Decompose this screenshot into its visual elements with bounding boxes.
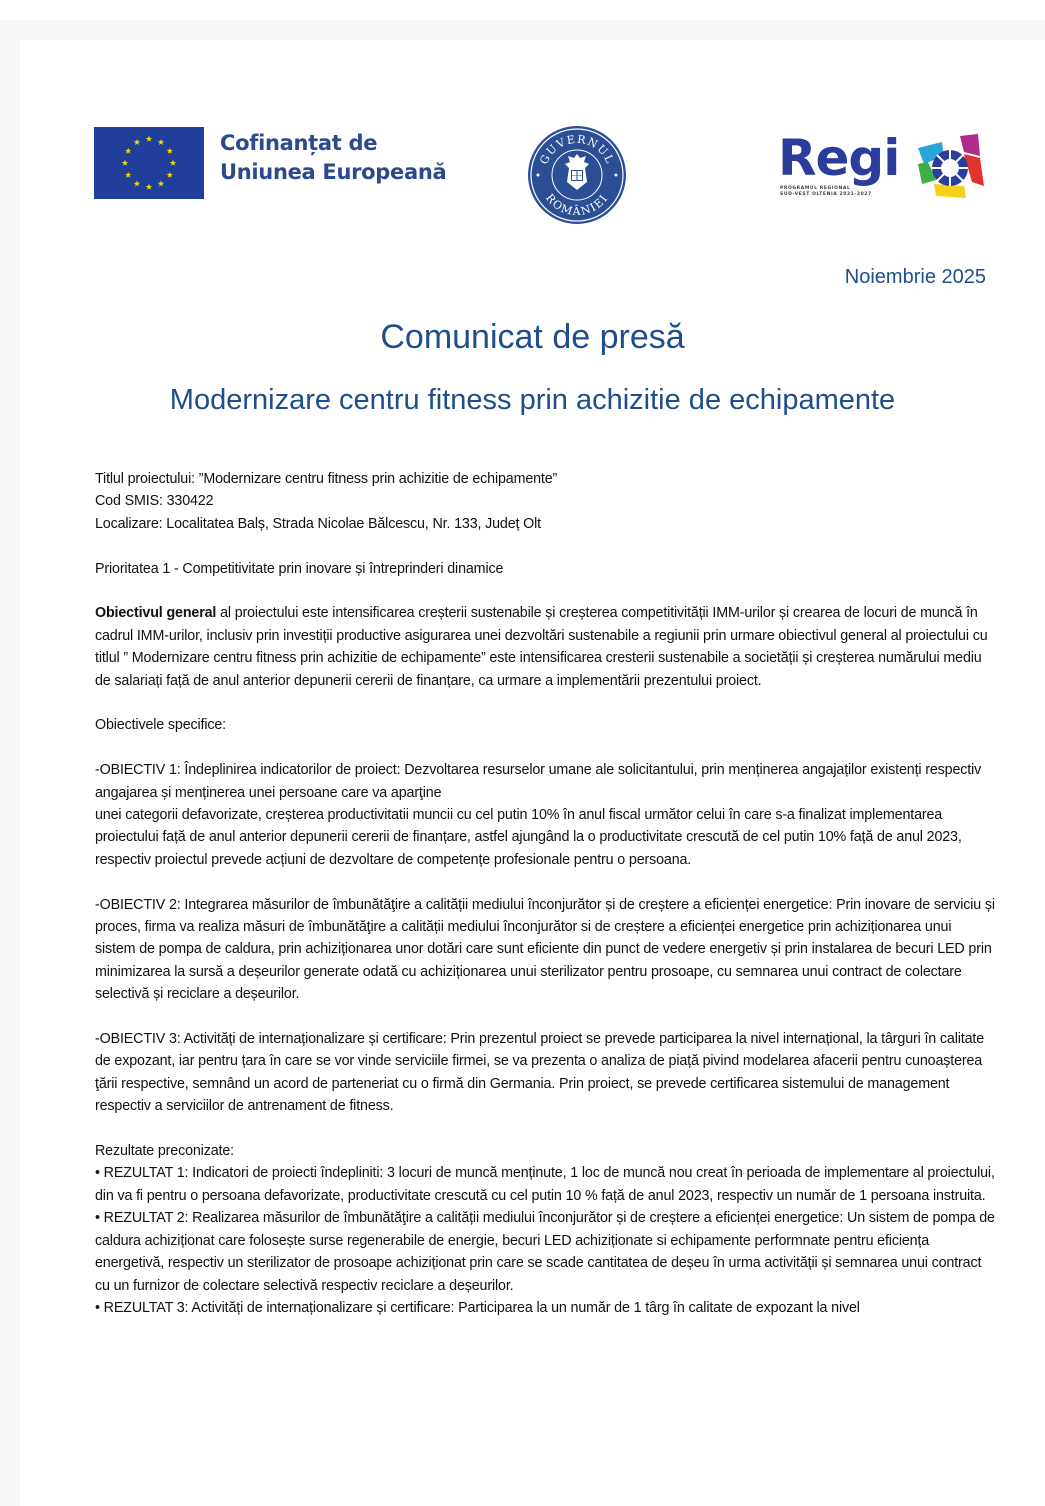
result-3: • REZULTAT 3: Activități de internaționalizare și certificare: Participarea la un număr de 1 târg în calitate de expozant la nivel — [95, 1299, 860, 1316]
document-body — [95, 468, 995, 1319]
eu-logo-line2: Uniunea Europeană — [220, 160, 447, 184]
seal-top-text: GUVERNUL — [537, 132, 617, 167]
eu-logo-line1: Cofinanțat de — [220, 131, 378, 155]
regio-program-logo — [776, 130, 990, 206]
smis-code-line: Cod SMIS: 330422 — [95, 493, 214, 510]
eu-star-icon — [158, 180, 164, 186]
regio-logo-line1: PROGRAMUL REGIONAL — [780, 186, 851, 191]
general-objective-paragraph — [95, 602, 995, 692]
priority-line: Prioritatea 1 - Competitivitate prin inovare și întreprinderi dinamice — [95, 560, 504, 577]
objective-3: -OBIECTIV 3: Activități de internaționalizare și certificare: Prin prezentul proiect se prevede participarea la nivel internațional, la târguri în calitate de expozant, iar pentru țara în care se vor vinde serviciile firmei, se va prezenta o analiza de piață pivind modelarea afacerii pentru cunoașterea ţării respective, semnând un acord de parteneriat cu o firmă din Germania. Prin proiect, se prevede certificarea sistemului de management respectiv a serviciilor de antrenament de fitness. — [95, 1031, 985, 1115]
objective-2: -OBIECTIV 2: Integrarea măsurilor de îmbunătăţire a calității mediului înconjurător și de creștere a eficienței energetice: Prin inovare de serviciu și proces, firma va realiza măsuri de îmbunătăţire a calității mediului înconjurător si de creștere a eficienței energetice prin achiziționarea unui sistem de pompa de caldura, prin achiziționarea unor dotări care sunt eficiente din punct de vedere energetiv și prin instalarea de becuri LED prin minimizarea la sursă a deșeurilor generate odată cu achiziționarea unui sterilizator pentru prosoape, cu semnarea unui contract de colectare selectivă și reciclare a deșeurilor. — [95, 896, 995, 1003]
location-line: Localizare: Localitatea Balș, Strada Nicolae Bălcescu, Nr. 133, Județ Olt — [95, 515, 541, 532]
regio-logo-subtitle — [780, 186, 872, 198]
eu-star-icon — [158, 139, 164, 145]
objective-1-line1: -OBIECTIV 1: Îndeplinirea indicatorilor de proiect: Dezvoltarea resurselor umane ale solicitantului, prin menținerea angajaților existenți respectiv angajarea și menținerea unei persoane care va aparţine — [95, 762, 982, 801]
eu-star-icon — [134, 180, 140, 186]
eu-star-icon — [170, 160, 176, 166]
eu-star-icon — [167, 172, 173, 178]
regio-color-mark-icon — [914, 134, 986, 200]
eu-star-icon — [167, 148, 173, 154]
romanian-government-seal-icon — [526, 124, 628, 226]
eu-star-icon — [122, 160, 128, 166]
document-page — [20, 40, 1045, 1506]
eu-star-icon — [125, 172, 131, 178]
specific-objectives-heading: Obiectivele specifice: — [95, 717, 226, 734]
page-title: Comunicat de presă — [380, 318, 685, 356]
eu-star-icon — [146, 184, 152, 190]
eu-flag-icon — [94, 127, 204, 199]
eu-star-icon — [125, 148, 131, 154]
eu-star-icon — [134, 139, 140, 145]
result-1: • REZULTAT 1: Indicatori de proiecti îndepliniti: 3 locuri de muncă menținute, 1 loc de muncă nou creat în perioada de implementare al proiectului, din va fi pentru o persoana defavorizate, productivitate crescută cu cel putin 10 % față de anul 2023, respectiv un număr de 1 persoana instruita. — [95, 1165, 995, 1204]
eu-star-icon — [146, 136, 152, 142]
regio-logo-word: Regi — [778, 129, 900, 187]
objective-1-line2: unei categorii defavorizate, creșterea productivitatii muncii cu cel putin 10% în anul fiscal următor celui în care s-a finalizat implementarea proiectului față de anul anterior depunerii cererii de finanțare, astfel ajungând la o productivitate crescută de cel putin 10% față de anul 2023, respectiv proiectul prevede acțiuni de dezvoltare de competențe profesionale pentru o persoana. — [95, 807, 962, 868]
page-subtitle: Modernizare centru fitness prin achizitie de echipamente — [169, 384, 896, 416]
general-objective-text: al proiectului este intensificarea creșterii sustenabile și creșterea competitivității IMM-urilor și crearea de locuri de muncă în cadrul IMM-urilor, inclusiv prin investiții productive asigurarea unei dezvoltări sustenabile a regiunii prin urmare obiectivul general al proiectului cu titlul ” Modernizare centru fitness prin achizitie de echipamente” este intensificarea cresterii sustenabile a societății și creșterea numărului mediu de salariați față de anul anterior depunerii cererii de finanțare, ca urmare a implementării prezentului proiect. — [95, 605, 988, 689]
regio-logo-line2: SUD-VEST OLTENIA 2021-2027 — [780, 192, 872, 197]
press-release-date: Noiembrie 2025 — [844, 266, 986, 288]
project-title-line: Titlul proiectului: ”Modernizare centru fitness prin achizitie de echipamente” — [95, 471, 558, 487]
expected-results-heading: Rezultate preconizate: — [95, 1143, 234, 1160]
seal-bottom-text: ROMÂNIEI — [543, 191, 611, 219]
eu-cofinancing-logo — [94, 125, 494, 201]
eu-logo-text — [220, 129, 446, 187]
general-objective-label: Obiectivul general — [95, 605, 217, 622]
result-2: • REZULTAT 2: Realizarea măsurilor de îmbunătăţire a calității mediului înconjurător și de creștere a eficienței energetice: Un sistem de pompa de caldura achiziționat care folosește surse regenerabile de energie, becuri LED achiziționate si echipamente performnate pentru eficiența energetivă, respectiv un sterilizator de prosoape achiziționat prin care se scade cantitatea de deșeu în urma activității și semnarea unui contract cu un furnizor de colectare selectivă respectiv reciclare a deșeurilor. — [95, 1210, 995, 1294]
